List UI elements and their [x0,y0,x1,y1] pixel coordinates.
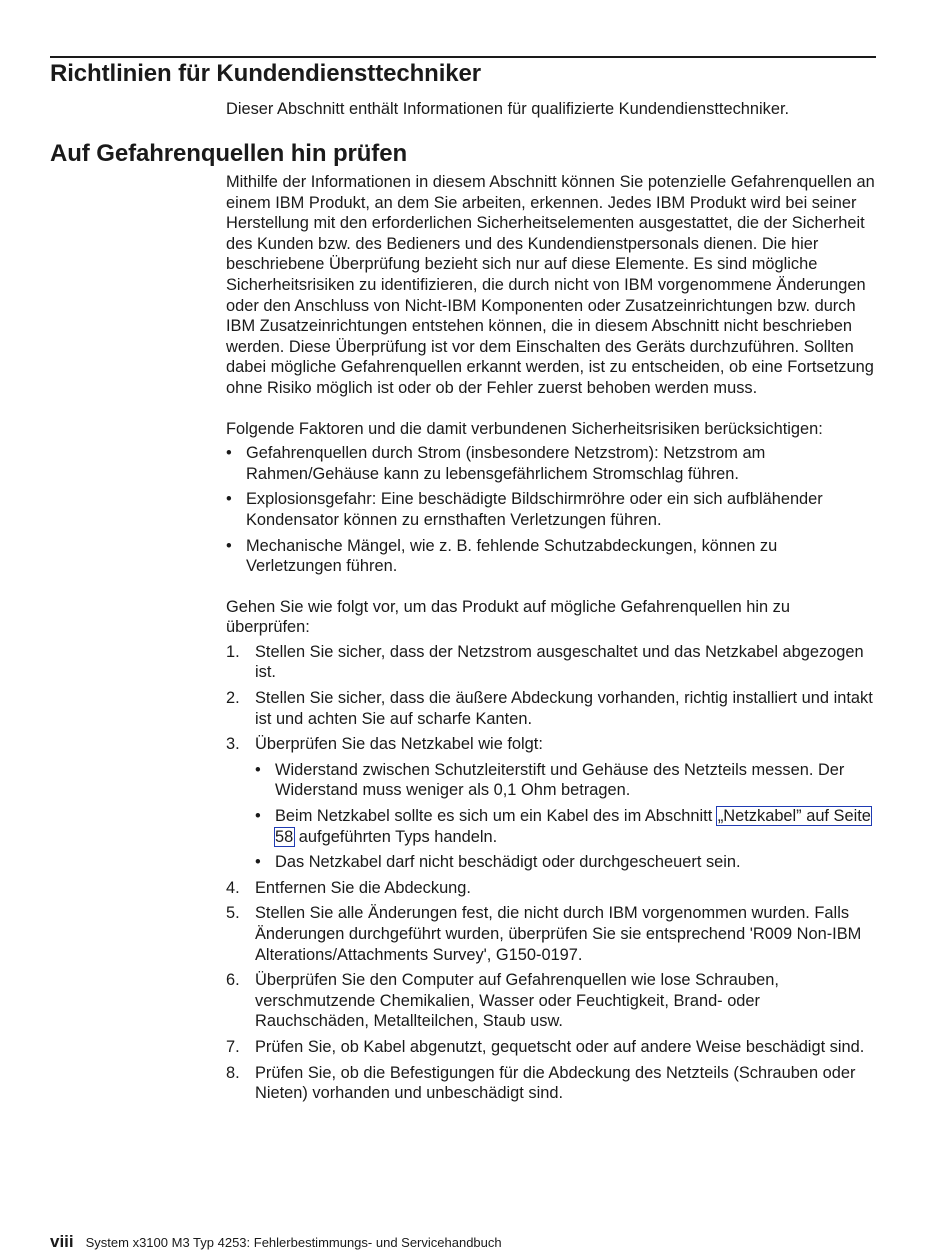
step-number: 5. [226,904,240,923]
step-text: Stellen Sie sicher, dass der Netzstrom ausgeschaltet und das Netzkabel abgezogen ist. [255,642,864,682]
list-item [226,642,876,683]
list-item: • Explosionsgefahr: Eine beschädigte Bildschirmröhre oder ein sich aufblähender Kondensator können zu ernsthaften Verletzungen führen. [226,489,876,530]
intro-paragraph [226,99,876,120]
step-number: 2. [226,689,240,708]
step-text: Entfernen Sie die Abdeckung. [255,878,471,897]
step-text: Prüfen Sie, ob die Befestigungen für die Abdeckung des Netzteils (Schrauben oder Nieten) vorhanden und unbeschädigt sind. [255,1063,856,1103]
step-number: 8. [226,1063,240,1082]
sub-list [255,760,876,873]
list-item [226,734,876,873]
hazard-check-section [226,172,876,1109]
step-text: Prüfen Sie, ob Kabel abgenutzt, gequetscht oder auf andere Weise beschädigt sind. [255,1037,865,1056]
list-item [226,688,876,729]
top-rule [50,56,876,58]
section-heading-guidelines: Richtlinien für Kundendiensttechniker [50,60,482,87]
list-item [226,1037,876,1058]
step-text: Überprüfen Sie das Netzkabel wie folgt: [255,735,543,754]
list-item: • Widerstand zwischen Schutzleiterstift und Gehäuse des Netzteils messen. Der Widerstand muss weniger als 0,1 Ohm betragen. [255,760,876,801]
hazard-paragraph: Mithilfe der Informationen in diesem Abschnitt können Sie potenzielle Gefahrenquellen an einem IBM Produkt, an dem Sie arbeiten, erkennen. Jedes IBM Produkt wird bei seiner Herstellung mit den erforderlichen Sicherheitselementen ausgestattet, die der Sicherheit des Kunden bzw. des Bedieners und des Kundendienstpersonals dienen. Die hier beschriebene Überprüfung bezieht sich nur auf diese Elemente. Es sind mögliche Sicherheitsrisiken zu identifizieren, die durch nicht von IBM vorgenommene Änderungen oder den Anschluss von Nicht-IBM Komponenten oder Zusatzeinrichtungen bzw. durch IBM Zusatzeinrichtungen entstehen können, die in diesem Abschnitt nicht beschrieben werden. Diese Überprüfung ist vor dem Einschalten des Geräts durchzuführen. Sollten dabei mögliche Gefahrenquellen erkannt werden, ist zu entscheiden, ob eine Fortsetzung ohne Risiko möglich ist oder ob der Fehler zuerst behoben werden muss. [226,173,875,397]
list-item [226,1063,876,1104]
section-heading-hazards: Auf Gefahrenquellen hin prüfen [50,140,408,167]
steps-list [226,642,876,1104]
step-number: 6. [226,971,240,990]
list-item: • Gefahrenquellen durch Strom (insbesondere Netzstrom): Netzstrom am Rahmen/Gehäuse kann zu lebensgefährlichem Stromschlag führen. [226,443,876,484]
sub-text: Beim Netzkabel sollte es sich um ein Kabel des im Abschnitt [275,807,717,826]
factors-intro: Folgende Faktoren und die damit verbundenen Sicherheitsrisiken berücksichtigen: [226,419,823,438]
list-item [226,878,876,899]
list-item [255,806,876,847]
step-number: 7. [226,1037,240,1056]
footer-title: System x3100 M3 Typ 4253: Fehlerbestimmungs- und Servicehandbuch [85,1235,502,1250]
list-item: • Mechanische Mängel, wie z. B. fehlende Schutzabdeckungen, können zu Verletzungen führen. [226,536,876,577]
step-number: 3. [226,735,240,754]
list-item: • Das Netzkabel darf nicht beschädigt oder durchgescheuert sein. [255,852,876,873]
list-item [226,903,876,965]
list-item [226,970,876,1032]
step-number: 1. [226,642,240,661]
step-text: Stellen Sie alle Änderungen fest, die nicht durch IBM vorgenommen wurden. Falls Änderungen durchgeführt wurden, überprüfen Sie sie entsprechend 'R009 Non-IBM Alterations/Attachments Survey', G150-0197. [255,904,862,964]
step-text: Stellen Sie sicher, dass die äußere Abdeckung vorhanden, richtig installiert und intakt ist und achten Sie auf scharfe Kanten. [255,689,873,728]
page-number: viii [50,1232,74,1251]
page-footer [50,1232,502,1253]
netzkabel-link[interactable]: „Netzkabel” auf Seite 58 [275,807,871,846]
steps-intro: Gehen Sie wie folgt vor, um das Produkt auf mögliche Gefahrenquellen hin zu überprüfen: [226,597,790,637]
step-number: 4. [226,878,240,897]
sub-text: aufgeführten Typs handeln. [294,827,498,846]
factors-list [226,443,876,577]
intro-text: Dieser Abschnitt enthält Informationen für qualifizierte Kundendiensttechniker. [226,100,790,118]
step-text: Überprüfen Sie den Computer auf Gefahrenquellen wie lose Schrauben, verschmutzende Chemikalien, Wasser oder Feuchtigkeit, Brand- oder Rauchschäden, Metallteilchen, Staub usw. [255,971,779,1031]
